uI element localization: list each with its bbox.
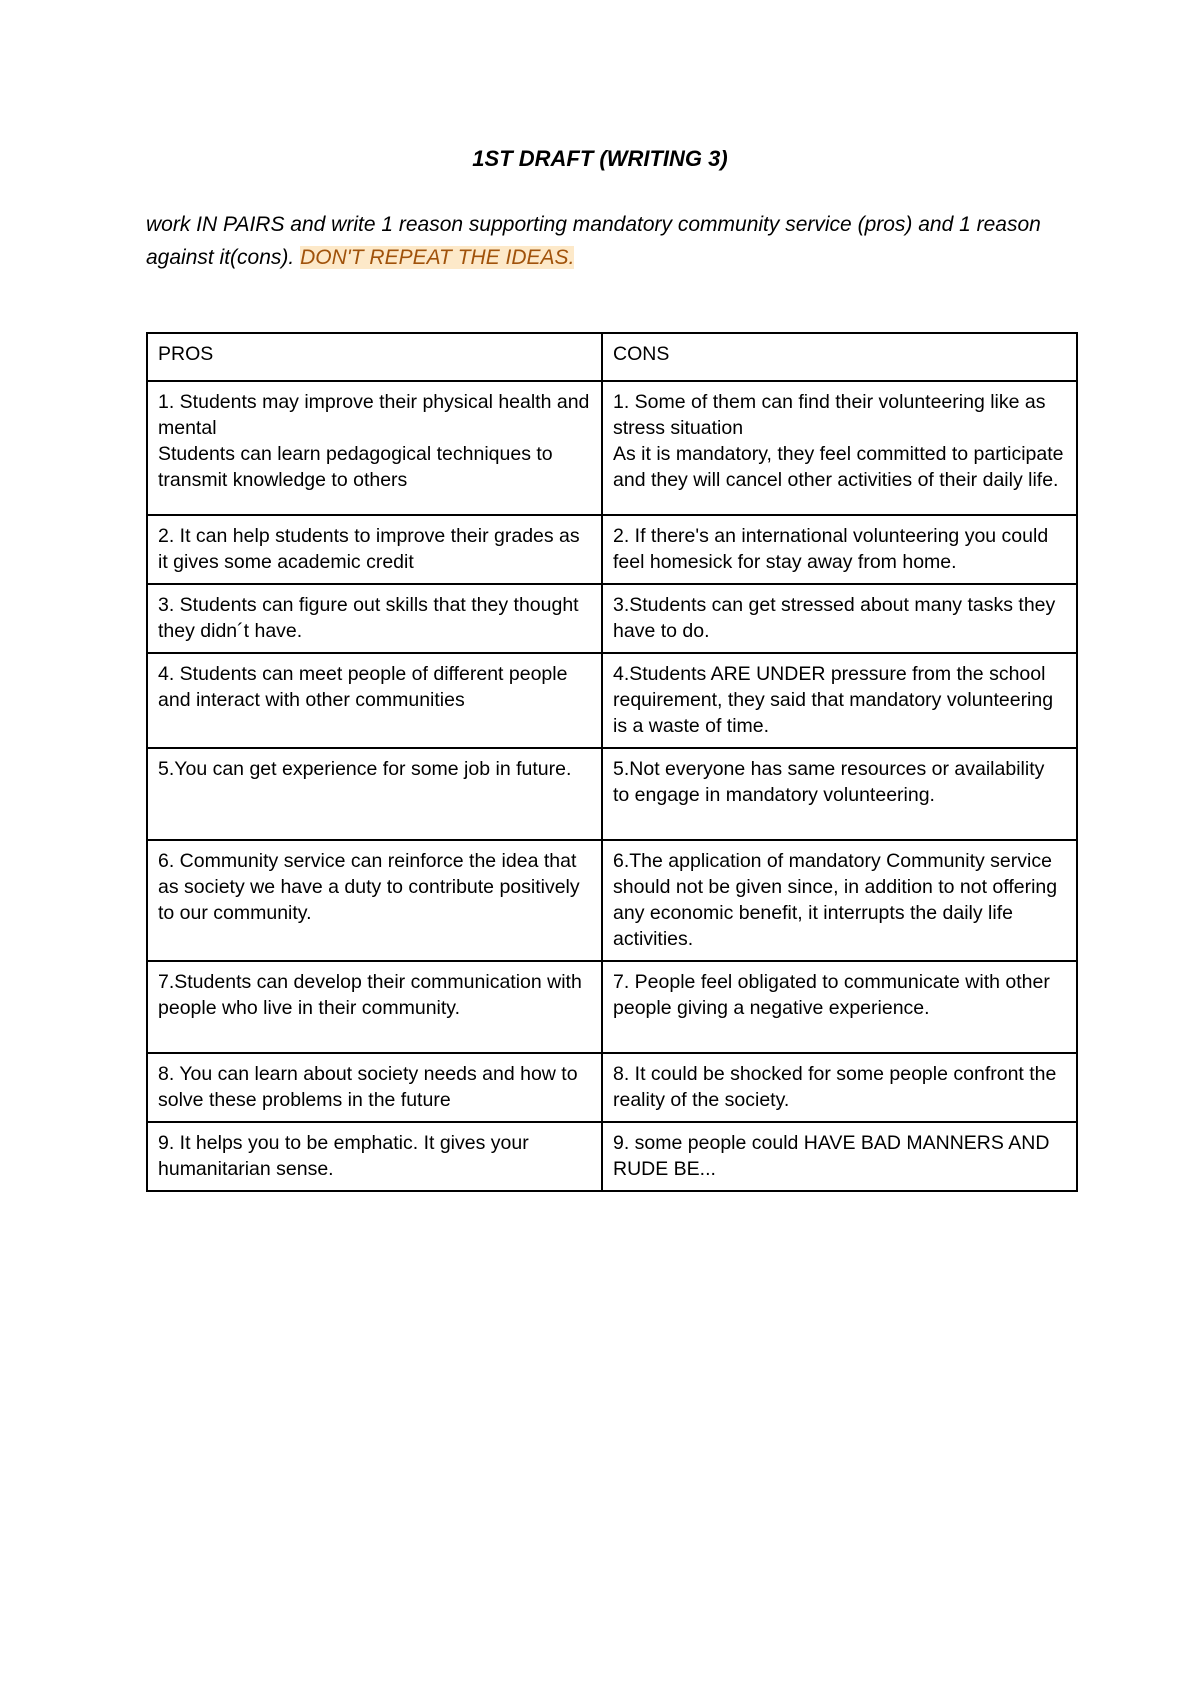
instructions-paragraph: [146, 208, 1066, 274]
pro-cell: 1. Students may improve their physical health and mental Students can learn pedagogical techniques to transmit knowledge to others: [147, 381, 602, 515]
instructions-text: work IN PAIRS and write 1 reason supporting mandatory community service (pros) and 1 reason against it(cons).: [146, 213, 1041, 269]
con-cell: 9. some people could HAVE BAD MANNERS AND RUDE BE...: [602, 1122, 1077, 1191]
table-row: [147, 584, 1077, 653]
con-cell: 4.Students ARE UNDER pressure from the school requirement, they said that mandatory volunteering is a waste of time.: [602, 653, 1077, 748]
table-row: [147, 1053, 1077, 1122]
con-cell: 8. It could be shocked for some people confront the reality of the society.: [602, 1053, 1077, 1122]
instructions-highlight: DON'T REPEAT THE IDEAS.: [300, 246, 575, 269]
table-row: [147, 840, 1077, 961]
table-row: [147, 748, 1077, 840]
pro-cell: 7.Students can develop their communication with people who live in their community.: [147, 961, 602, 1053]
table-row: [147, 515, 1077, 584]
pro-cell: 2. It can help students to improve their grades as it gives some academic credit: [147, 515, 602, 584]
table-row: [147, 1122, 1077, 1191]
pro-cell: 6. Community service can reinforce the idea that as society we have a duty to contribute positively to our community.: [147, 840, 602, 961]
con-cell: 5.Not everyone has same resources or availability to engage in mandatory volunteering.: [602, 748, 1077, 840]
pro-cell: 4. Students can meet people of different people and interact with other communities: [147, 653, 602, 748]
document-title: 1ST DRAFT (WRITING 3): [472, 146, 728, 171]
table-row: [147, 653, 1077, 748]
cons-header: CONS: [602, 333, 1077, 381]
con-cell: 7. People feel obligated to communicate with other people giving a negative experience.: [602, 961, 1077, 1053]
table-header-row: [147, 333, 1077, 381]
table-row: [147, 961, 1077, 1053]
pros-header: PROS: [147, 333, 602, 381]
con-cell: 6.The application of mandatory Community service should not be given since, in addition to not offering any economic benefit, it interrupts the daily life activities.: [602, 840, 1077, 961]
pro-cell: 8. You can learn about society needs and how to solve these problems in the future: [147, 1053, 602, 1122]
pros-cons-table: [146, 332, 1078, 1192]
table-row: [147, 381, 1077, 515]
con-cell: 2. If there's an international volunteering you could feel homesick for stay away from home.: [602, 515, 1077, 584]
con-cell: 3.Students can get stressed about many tasks they have to do.: [602, 584, 1077, 653]
pro-cell: 9. It helps you to be emphatic. It gives your humanitarian sense.: [147, 1122, 602, 1191]
pro-cell: 5.You can get experience for some job in future.: [147, 748, 602, 840]
pro-cell: 3. Students can figure out skills that they thought they didn´t have.: [147, 584, 602, 653]
con-cell: 1. Some of them can find their volunteering like as stress situation As it is mandatory, they feel committed to participate and they will cancel other activities of their daily life.: [602, 381, 1077, 515]
